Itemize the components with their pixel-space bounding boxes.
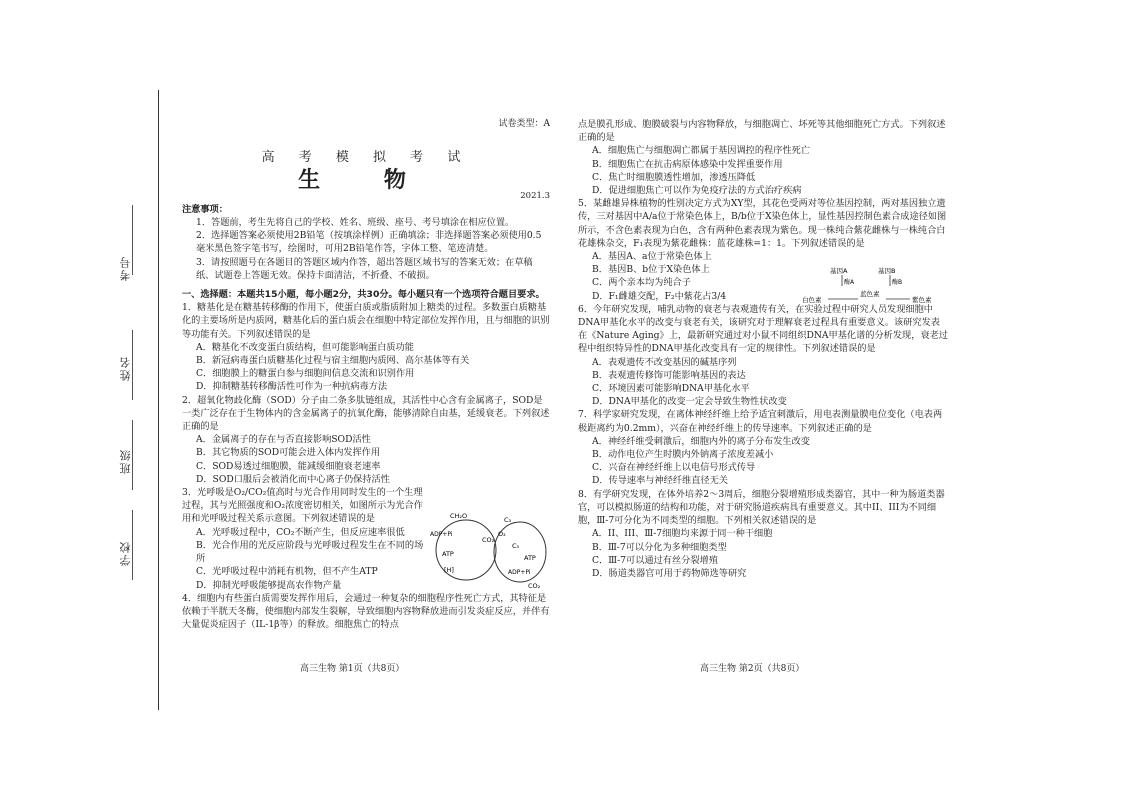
gene-pathway-diagram [800,264,950,310]
notice-item: 1．答题前，考生先将自己的学校、姓名、班级、座号、考号填涂在相应位置。 [196,217,515,229]
diagram-label: 基因B [878,267,896,275]
question-option: D．肠道类器官可用于药物筛选等研究 [592,567,747,579]
question-option: C．SOD易透过细胞膜，能减缓细胞衰老速率 [196,460,381,472]
question-option: A．基因A、a位于常染色体上 [592,251,712,263]
question-option: A．光呼吸过程中，CO₂不断产生，但反应速率很低 [196,526,405,538]
question-option: D．F₁雌雄交配，F₂中紫花占3/4 [592,290,727,302]
question-option: B．其它物质的SOD可能会进入体内发挥作用 [196,447,381,459]
diagram-label: 紫色素 [912,296,932,304]
question-option: A．II、III、Ⅲ-7细胞均来源于同一种干细胞 [592,528,773,540]
diagram-label: 蓝色素 [860,290,880,298]
question-option: B．新冠病毒蛋白质糖基化过程与宿主细胞内质网、高尔基体等有关 [196,355,470,367]
question-stem: 8．有学研究发现，在体外培养2～3周后，细胞分裂增殖形成类器官，其中一种为肠道类器官，可以模拟肠道的结构和功能，对于研究肠道疾病具有重要意义。其中II、III为不同细胞，Ⅲ-7可分化为不同类型的细胞。下列相关叙述错误的是 [578,488,945,527]
question-stem: 6．今年研究发现，哺乳动物的衰老与表观遗传有关，在实验过程中研究人员发现细胞中DNA甲基化水平的改变与衰老有关，该研究对于理解衰老过程具有重要意义。该研究发表在《Nature Aging》上，最新研究通过对小鼠不同组织DNA甲基化谱的分析发现，衰老过程中组织特异性的DNA甲基化改变具有一定的规律性。下列叙述错误的是 [578,303,948,355]
diagram-label: ADP+Pi [508,569,531,576]
question-option: D．DNA甲基化的改变一定会导致生物性状改变 [592,396,787,408]
diagram-label: 酶B [892,279,903,286]
question-option: B．Ⅲ-7可以分化为多种细胞类型 [592,541,727,553]
question-option: B．细胞焦亡在抗击病原体感染中发挥重要作用 [592,158,783,170]
diagram-label: 白色素 [802,296,822,304]
diagram-label: CH₂O [450,512,468,520]
class-label: 班级 [119,448,132,474]
question-option: C．焦亡时细胞膜透性增加，渗透压降低 [592,171,756,183]
question-option: B．动作电位产生时膜内外钠离子浓度差减小 [592,449,774,461]
diagram-label: 酶A [844,279,855,286]
notice-heading: 注意事项： [182,203,228,215]
diagram-label: CO₂ [482,536,495,544]
section-heading: 一、选择题：本题共15小题，每小题2分，共30分。每小题只有一个选项符合题目要求。 [182,289,545,301]
diagram-label: CO₂ [528,582,541,590]
exam-title: 高 考 模 拟 考 试 [261,150,471,166]
diagram-label: C₅ [512,542,520,550]
question-option: B．基因B、b位于X染色体上 [592,264,710,276]
notice-item: 2．选择题答案必须使用2B铅笔（按填涂样例）正确填涂；非选择题答案必须使用0.5毫米黑色签字笔书写，绘图时，可用2B铅笔作答，字体工整、笔迹清楚。 [196,230,542,255]
question-option: D．SOD口服后会被消化而中心离子仍保持活性 [196,473,390,485]
question-option: D．抑制光呼吸能够提高农作物产量 [196,579,342,591]
question-stem: 2．超氧化物歧化酶（SOD）分子由二条多肽链组成，其活性中心含有金属离子，SOD是一类广泛存在于生物体内的含金属离子的抗氧化酶，能够清除自由基，延缓衰老。下列叙述正确的是 [182,394,550,433]
diagram-label: C₃ [504,516,512,524]
subject-title: 生 物 [298,168,434,194]
question-option: B．光合作用的光反应阶段与光呼吸过程发生在不同的场所 [196,539,424,565]
question-stem: 4．细胞内有些蛋白质需要发挥作用后，会通过一种复杂的细胞程序性死亡方式，其特征是依赖于半胱天冬酶，使细胞内部发生裂解，导致细胞内容物释放进而引发炎症反应，并伴有大量促炎症因子（IL-1β等）的释放。细胞焦亡的特点 [182,592,550,631]
photosynthesis-diagram [428,508,552,590]
question-option: A．细胞焦亡与细胞凋亡都属于基因调控的程序性死亡 [592,145,810,157]
question-option: D．抑制糖基转移酶活性可作为一种抗病毒方法 [196,381,388,393]
school-label: 学校 [119,540,132,566]
question-option: C．两个亲本均为纯合子 [592,277,691,289]
right-column [578,118,948,580]
binding-line [158,90,159,710]
question-option: C．光呼吸过程中消耗有机物，但不产生ATP [196,566,378,578]
name-label: 姓名 [119,355,132,381]
question-option: C．环境因素可能影响DNA甲基化水平 [592,383,750,395]
question-stem: 3．光呼吸是O₂/CO₂值高时与光合作用同时发生的一个生理过程，其与光照强度和O₂浓度密切相关，如图所示为光合作用和光呼吸过程关系示意图。下列叙述错误的是 [182,487,423,525]
diagram-label: ATP [524,554,536,562]
diagram-label: O₂ [498,530,506,538]
question-option: C．Ⅲ-7可以通过有丝分裂增殖 [592,554,718,566]
question-stem: 5．某雌雄异株植物的性别决定方式为XY型，其花色受两对等位基因控制，两对基因独立遗传，三对基因中A/a位于常染色体上，B/b位于X染色体上，显性基因控制色素合成途径如图所示，不含色素表现为白色，含有两种色素表现为紫色。现一株纯合紫花雌株与一株纯合白花雄株杂交，F₁表现为紫花雌株：蓝花雄株=1：1。下列叙述错误的是 [578,198,947,249]
question-option: C．细胞膜上的糖蛋白参与细胞间信息交流和识别作用 [196,368,415,380]
question-option: C．兴奋在神经纤维上以电信号形式传导 [592,462,756,474]
diagram-label: [H] [444,566,454,574]
exam-date: 2021.3 [520,190,550,201]
question-stem: 点是膜孔形成、胞膜破裂与内容物释放，与细胞凋亡、坏死等其他细胞死亡方式。下列叙述正确的是 [578,119,946,144]
question-option: D．促进细胞焦亡可以作为免疫疗法的方式治疗疾病 [592,185,802,197]
diagram-label: 基因A [830,267,848,275]
paper-type: 试卷类型：A [498,119,550,129]
question-option: A．表观遗传不改变基因的碱基序列 [592,356,737,368]
notice-item: 3．请按照题号在各题目的答题区域内作答，超出答题区域书写的答案无效；在草稿纸、试题卷上答题无效。保持卡面清洁，不折叠、不破损。 [196,256,533,281]
page-footer-left: 高三生物 第1页（共8页） [300,664,405,674]
question-option: A．金属离子的存在与否直接影响SOD活性 [196,434,371,446]
question-option: A．糖基化不改变蛋白质结构，但可能影响蛋白质功能 [196,341,414,353]
exam-no-label: 考号 [119,255,132,281]
question-option: B．表观遗传修饰可能影响基因的表达 [592,369,746,381]
question-stem: 7．科学家研究发现，在离体神经纤维上给予适宜刺激后，用电表测量膜电位变化（电表两极距离约为0.2mm），兴奋在神经纤维上的传导速率。下列叙述正确的是 [578,409,943,434]
question-option: D．传导速率与神经纤维直径无关 [592,475,728,487]
question-option: A．神经纤维受刺激后，细胞内外的离子分布发生改变 [592,435,810,447]
question-stem: 1．糖基化是在糖基转移酶的作用下，使蛋白质或脂质附加上糖类的过程。多数蛋白质糖基化的主要场所是内质网，糖基化后的蛋白质会在细胞中特定部位发挥作用，且与细胞的识别等功能有关。下列叙述错误的是 [182,302,550,340]
diagram-label: ATP [442,550,454,558]
page-footer-right: 高三生物 第2页（共8页） [700,664,805,674]
diagram-label: ADP+Pi [430,531,453,538]
